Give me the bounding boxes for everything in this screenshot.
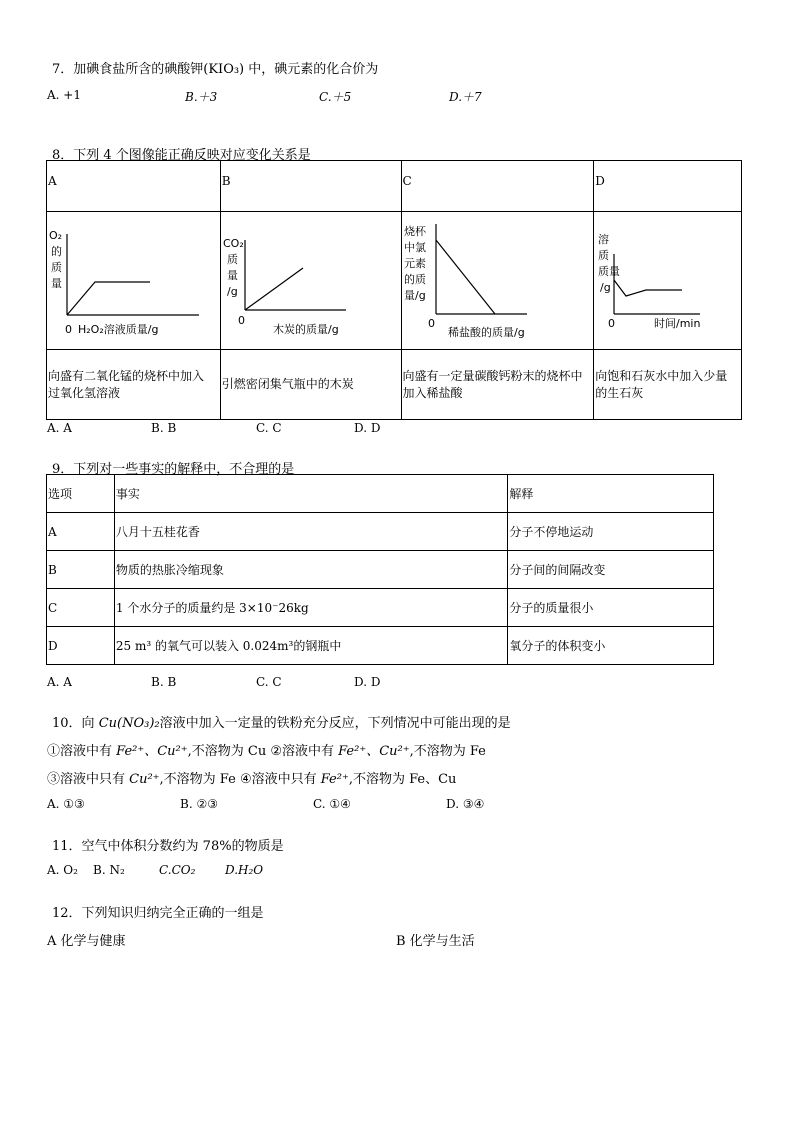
q9-table	[46, 474, 714, 665]
q8-graph-row	[47, 212, 742, 350]
graph-c-ylabel-4: 的质	[403, 273, 426, 286]
q8-desc-c-line2: 加入稀盐酸	[402, 385, 463, 400]
graph-a-ylabel-4: 量	[51, 277, 62, 290]
graph-d-curve	[614, 280, 682, 296]
q10-line1-e: ,不溶物为 Fe	[409, 744, 486, 759]
graph-d	[594, 212, 740, 349]
graph-a-ylabel-2: 的	[51, 245, 62, 258]
q9-row-a-fact: 八月十五桂花香	[114, 513, 507, 551]
graph-b-xlabel: 木炭的质量/g	[272, 323, 339, 336]
q8-option-a: A. A	[47, 421, 72, 435]
q10-line-1	[47, 740, 486, 759]
q12-column-a: A 化学与健康	[47, 934, 126, 949]
q12-column-b: B 化学与生活	[396, 934, 475, 949]
q10-line1-ions-2: Fe²⁺、Cu²⁺	[338, 744, 410, 759]
q9-option-d: D. D	[354, 675, 381, 689]
q9-option-b: B. B	[151, 675, 177, 689]
q10-stem-suffix: 溶液中加入一定量的铁粉充分反应，下列情况中可能出现的是	[159, 716, 511, 731]
q9-row-b-option: B	[47, 551, 115, 589]
q10-stem-prefix: 10．向	[52, 716, 99, 731]
q8-description-row	[47, 350, 742, 420]
graph-c-ylabel-1: 烧杯	[403, 225, 426, 238]
q9-row-b-explain: 分子间的间隔改变	[508, 551, 714, 589]
graph-a-xlabel: H₂O₂溶液质量/g	[78, 323, 159, 336]
graph-b-ylabel-1: CO₂	[222, 237, 244, 250]
graph-c-curve	[436, 240, 495, 314]
q9-header-row	[47, 475, 714, 513]
q7-option-c: C.＋5	[319, 90, 352, 104]
q10-line2-c: ,不溶物为 Fe ④溶液中只有	[159, 772, 321, 787]
graph-b	[221, 212, 400, 349]
q9-row-d-fact: 25 m³ 的氧气可以装入 0.024m³的钢瓶中	[114, 627, 507, 665]
q8-letter-b: B	[220, 161, 401, 212]
q9-row-a-option: A	[47, 513, 115, 551]
q9-row-d-option: D	[47, 627, 115, 665]
q9-header-option: 选项	[47, 475, 115, 513]
graph-a-origin: 0	[65, 323, 72, 336]
q8-letter-c: C	[401, 161, 594, 212]
q10-option-c: C. ①④	[313, 797, 351, 811]
graph-d-ylabel-4: /g	[600, 281, 611, 294]
q7-stem: 7．加碘食盐所含的碘酸钾(KIO₃) 中，碘元素的化合价为	[52, 62, 379, 77]
graph-a-ylabel-3: 质	[51, 261, 62, 274]
q8-desc-a-line2: 过氧化氢溶液	[48, 385, 121, 400]
q9-row-c-explain: 分子的质量很小	[508, 589, 714, 627]
q11-option-c: C.CO₂	[159, 863, 196, 877]
q11-option-a: A. O₂	[47, 863, 78, 877]
q8-letter-a: A	[47, 161, 221, 212]
graph-c-ylabel-3: 元素	[403, 257, 426, 270]
q10-line1-a: ①溶液中有	[47, 744, 117, 759]
q9-row-b-fact: 物质的热胀冷缩现象	[114, 551, 507, 589]
q10-line1-ions-1: Fe²⁺、Cu²⁺	[116, 744, 188, 759]
graph-d-cell	[594, 212, 742, 350]
graph-d-xlabel: 时间/min	[654, 317, 701, 330]
q12-stem: 12．下列知识归纳完全正确的一组是	[52, 906, 264, 921]
graph-a-cell	[47, 212, 221, 350]
q8-desc-c	[401, 350, 594, 420]
graph-c	[402, 212, 593, 349]
graph-d-ylabel-3: 质量	[598, 265, 621, 278]
q9-row-b	[47, 551, 714, 589]
q10-stem	[52, 712, 511, 731]
q9-option-c: C. C	[256, 675, 282, 689]
graph-c-ylabel-2: 中氯	[403, 241, 426, 254]
q10-line2-ions-2: Fe²⁺	[320, 772, 349, 787]
q8-desc-d	[594, 350, 742, 420]
q8-letter-d: D	[594, 161, 742, 212]
q8-option-b: B. B	[151, 421, 177, 435]
graph-d-ylabel-1: 溶	[598, 233, 610, 246]
q7-option-a: A. +1	[47, 88, 81, 102]
q9-row-d-explain: 氧分子的体积变小	[508, 627, 714, 665]
q8-letter-row	[47, 161, 742, 212]
q10-line-2	[47, 768, 456, 787]
q8-desc-b	[220, 350, 401, 420]
q10-stem-formula: Cu(NO₃)₂	[98, 716, 160, 731]
q11-option-d: D.H₂O	[225, 863, 264, 877]
graph-c-cell	[401, 212, 594, 350]
q8-option-d: D. D	[354, 421, 381, 435]
q10-line1-c: ,不溶物为 Cu ②溶液中有	[187, 744, 339, 759]
graph-b-cell	[220, 212, 401, 350]
q8-option-c: C. C	[256, 421, 282, 435]
graph-c-ylabel-5: 量/g	[403, 289, 426, 302]
q10-option-b: B. ②③	[180, 797, 218, 811]
graph-a	[47, 212, 219, 349]
q7-option-b: B.＋3	[185, 90, 218, 104]
q9-stem: 9．下列对一些事实的解释中，不合理的是	[52, 462, 295, 477]
graph-c-origin: 0	[427, 317, 435, 330]
graph-b-ylabel-4: /g	[226, 285, 238, 298]
graph-d-ylabel-2: 质	[598, 249, 610, 262]
q8-desc-d-line2: 的生石灰	[595, 385, 644, 400]
q8-graph-table	[46, 160, 742, 420]
q8-desc-c-line1: 向盛有一定量碳酸钙粉末的烧杯中	[402, 368, 583, 383]
q10-option-a: A. ①③	[47, 797, 85, 811]
q8-desc-d-line1: 向饱和石灰水中加入少量	[595, 368, 728, 383]
q9-option-a: A. A	[47, 675, 72, 689]
q8-stem: 8．下列 4 个图像能正确反映对应变化关系是	[52, 148, 311, 163]
q8-desc-a-line1: 向盛有二氧化锰的烧杯中加入	[48, 368, 205, 383]
graph-a-ylabel-1: O₂	[49, 229, 63, 242]
q9-row-c-option: C	[47, 589, 115, 627]
q7-option-d: D.＋7	[449, 90, 482, 104]
q10-line2-a: ③溶液中只有	[47, 772, 130, 787]
q9-row-d	[47, 627, 714, 665]
q8-desc-a	[47, 350, 221, 420]
q8-desc-b-line1: 引燃密闭集气瓶中的木炭	[221, 377, 354, 391]
graph-b-origin: 0	[237, 314, 245, 327]
q9-row-c-fact: 1 个水分子的质量约是 3×10⁻26kg	[114, 589, 507, 627]
q10-option-d: D. ③④	[446, 797, 485, 811]
graph-b-curve	[245, 268, 303, 310]
q9-row-c	[47, 589, 714, 627]
q11-option-b: B. N₂	[93, 863, 125, 877]
q9-row-a	[47, 513, 714, 551]
graph-d-origin: 0	[608, 317, 616, 330]
q9-header-fact: 事实	[114, 475, 507, 513]
graph-b-ylabel-2: 质	[226, 253, 238, 266]
q9-header-explain: 解释	[508, 475, 714, 513]
q11-stem: 11．空气中体积分数约为 78%的物质是	[52, 839, 284, 854]
q10-line2-ions-1: Cu²⁺	[129, 772, 160, 787]
q10-line2-e: ,不溶物为 Fe、Cu	[348, 772, 457, 787]
graph-b-ylabel-3: 量	[226, 269, 238, 282]
q9-row-a-explain: 分子不停地运动	[508, 513, 714, 551]
graph-c-xlabel: 稀盐酸的质量/g	[447, 326, 525, 339]
graph-a-curve	[67, 282, 150, 315]
